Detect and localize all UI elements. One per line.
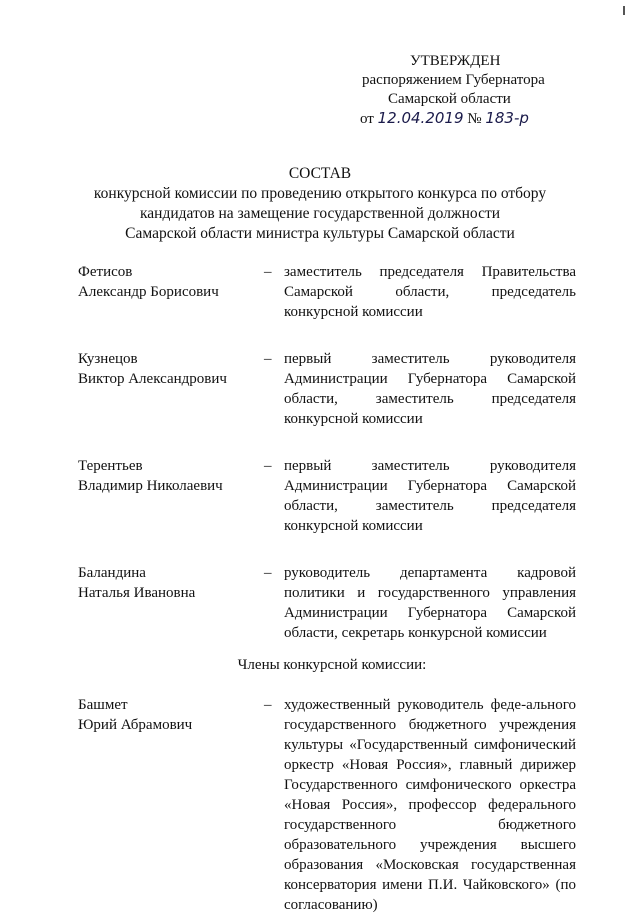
approval-stamp (360, 52, 590, 129)
member-name (78, 456, 264, 536)
members-list (78, 262, 576, 915)
title-line-3: Самарской области министра культуры Самарской области (125, 225, 515, 242)
approval-line-region: Самарской области (388, 91, 511, 107)
handwritten-number: 183-р (485, 109, 529, 127)
member-dash: – (264, 351, 272, 367)
member-role: заместитель председателя Правительства Самарской области, председатель конкурсной комиссии (284, 264, 576, 320)
member-entry (78, 349, 576, 429)
member-name (78, 262, 264, 322)
member-entry (78, 262, 576, 322)
member-surname: Терентьев (78, 458, 143, 474)
member-given-names: Наталья Ивановна (78, 585, 196, 601)
member-given-names: Александр Борисович (78, 284, 219, 300)
member-surname: Кузнецов (78, 351, 138, 367)
member-entry (78, 563, 576, 643)
approval-heading: УТВЕРЖДЕН (410, 53, 501, 69)
member-name (78, 349, 264, 429)
member-role: первый заместитель руководителя Администрации Губернатора Самарской области, заместитель председателя конкурсной комиссии (284, 351, 576, 427)
title-heading: СОСТАВ (288, 165, 352, 182)
number-prefix: № (467, 111, 482, 127)
member-given-names: Виктор Александрович (78, 371, 227, 387)
member-role: руководитель департамента кадровой политики и государственного управления Администрации Губернатора Самарской области, секретарь конкурсной комиссии (284, 565, 576, 641)
member-surname: Башмет (78, 697, 128, 713)
committee-member-entry (78, 695, 576, 915)
member-role: первый заместитель руководителя Администрации Губернатора Самарской области, заместитель председателя конкурсной комиссии (284, 458, 576, 534)
date-prefix: от (360, 111, 374, 127)
handwritten-date: 12.04.2019 (377, 109, 464, 127)
member-dash: – (264, 697, 272, 713)
approval-line-order: распоряжением Губернатора (362, 72, 545, 88)
member-name (78, 695, 264, 915)
member-given-names: Владимир Николаевич (78, 478, 223, 494)
scan-mark (623, 6, 625, 15)
member-dash: – (264, 458, 272, 474)
section-heading: Члены конкурсной комиссии: (237, 657, 427, 673)
title-line-2: кандидатов на замещение государственной должности (139, 205, 501, 222)
member-dash: – (264, 264, 272, 280)
member-surname: Баландина (78, 565, 146, 581)
member-role: художественный руководитель феде-ального государственного бюджетного учреждения культуры «Государственный симфонический оркестр «Новая Россия», главный дирижер Государственного симфонического оркестра «Новая Россия», профессор федерального государственного бюджетного образовательного учреждения высшего образования «Московская государственная консерватория имени П.И. Чайковского» (по согласованию) (284, 697, 576, 913)
member-given-names: Юрий Абрамович (78, 717, 193, 733)
member-surname: Фетисов (78, 264, 133, 280)
approval-date-line (360, 109, 590, 129)
member-entry (78, 456, 576, 536)
title-line-1: конкурсной комиссии по проведению открытого конкурса по отбору (93, 185, 547, 202)
member-name (78, 563, 264, 643)
document-title (60, 164, 580, 244)
member-dash: – (264, 565, 272, 581)
